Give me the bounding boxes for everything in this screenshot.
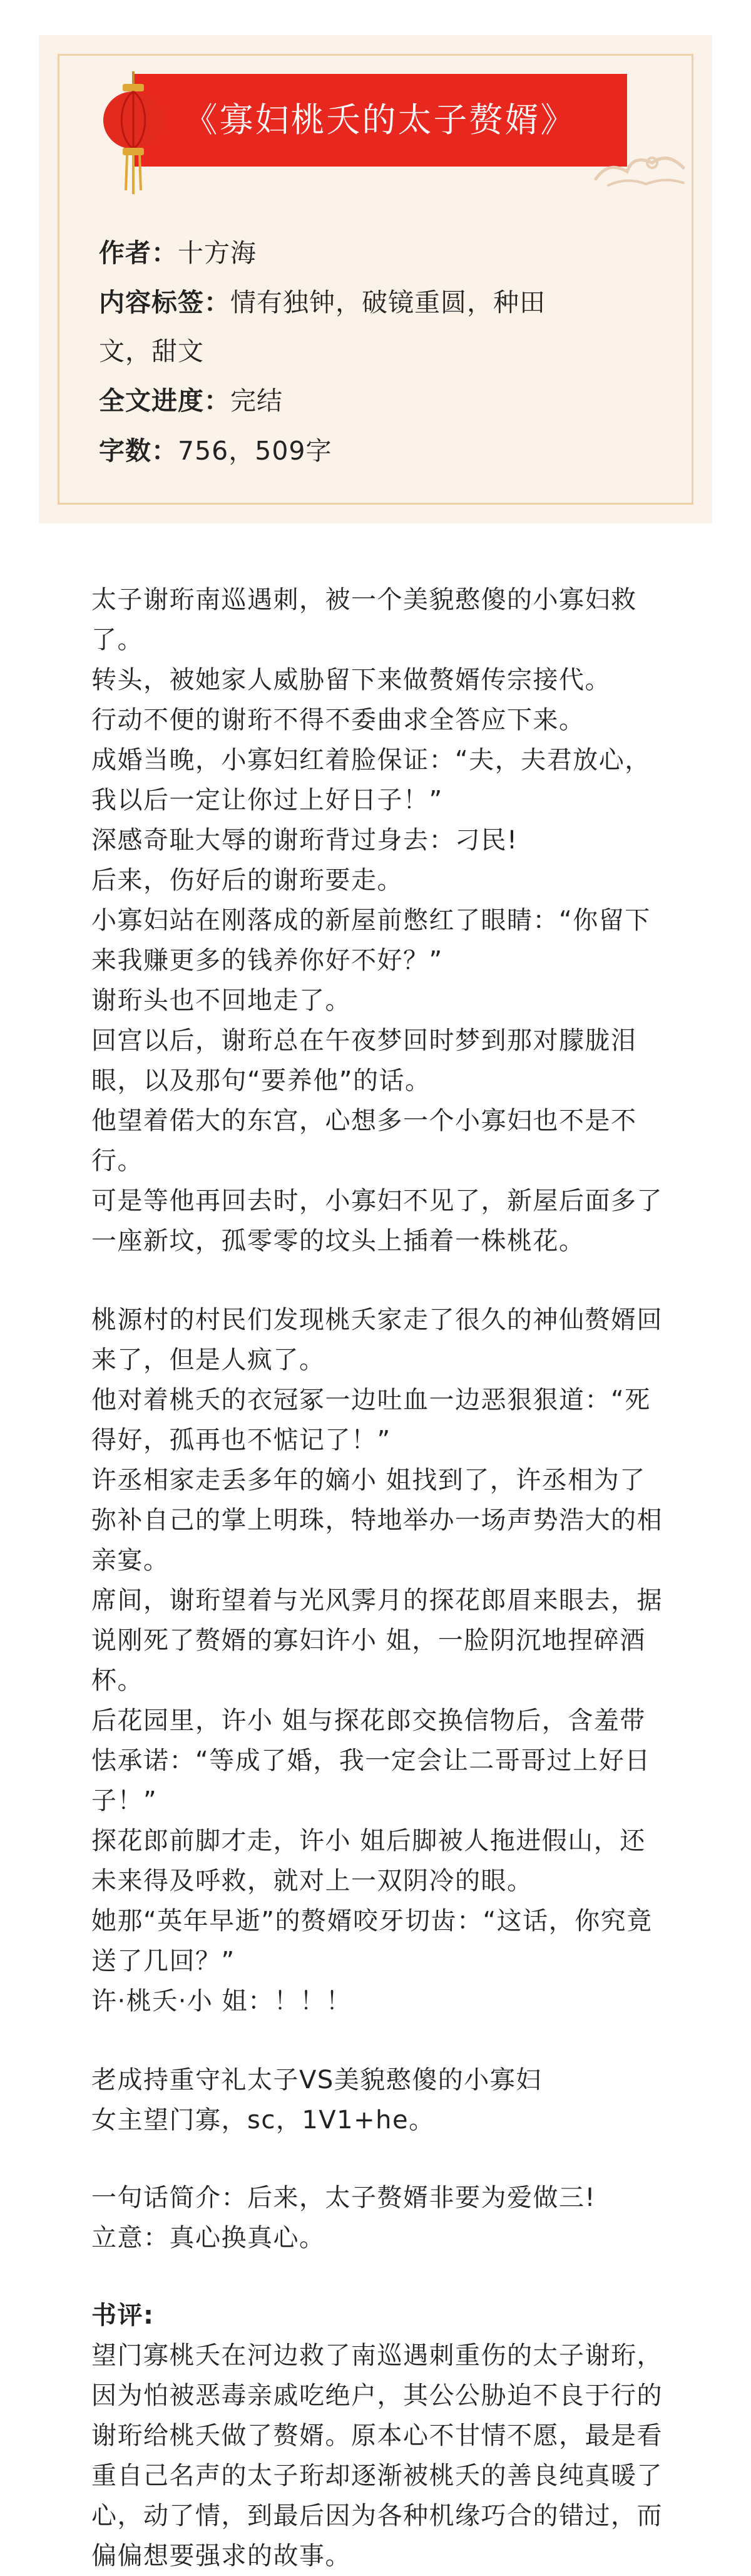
review-heading: 书评: [91,2301,155,2330]
tags-value-line1: 情有独钟，破镜重圆，种田 [230,287,546,317]
paragraph: 老成持重守礼太子VS美貌憨傻的小寡妇 [91,2066,542,2094]
spacer [91,2258,667,2295]
review-text: 望门寡桃夭在河边救了南巡遇刺重伤的太子谢珩，因为怕被恶毒亲戚吃绝户，其公公胁迫不良于行的谢珩给桃夭做了赘婿。原本心不甘情不愿，最是看重自己名声的太子珩却逐渐被桃夭的善良纯真暖了心，动了情，到最后因为各种机缘巧合的错过，而偏偏想要强求的故事。 [91,2341,663,2570]
paragraph: 席间，谢珩望着与光风霁月的探花郎眉来眼去，据说刚死了赘婿的寡妇许小 姐，一脸阴沉地捏碎酒杯。 [91,1586,663,1695]
paragraph: 后花园里，许小 姐与探花郎交换信物后，含羞带怯承诺：“等成了婚，我一定会让二哥哥过上好日子！” [91,1706,651,1815]
word-count-value: 756，509字 [178,436,332,466]
paragraph: 探花郎前脚才走，许小 姐后脚被人拖进假山，还未来得及呼救，就对上一双阴冷的眼。 [91,1826,646,1895]
cloud-ornament-icon [590,135,690,192]
paragraph: 成婚当晚，小寡妇红着脸保证：“夫，夫君放心，我以后一定让你过上好日子！” [91,746,651,815]
paragraph: 立意：真心换真心。 [91,2223,325,2252]
paragraph: 他望着偌大的东宫，心想多一个小寡妇也不是不行。 [91,1106,637,1175]
card-content [39,35,712,523]
paragraph: 后来，伤好后的谢珩要走。 [91,866,403,895]
word-count-label: 字数： [99,436,178,466]
paragraph: 回宫以后，谢珩总在午夜梦回时梦到那对朦胧泪眼，以及那句“要养他”的话。 [91,1026,637,1095]
synopsis [91,580,667,2576]
book-title: 《寡妇桃夭的太子赘婿》 [183,100,576,140]
author-value: 十方海 [178,238,257,268]
paragraph: 深感奇耻大辱的谢珩背过身去：刁民! [91,826,518,855]
progress-row [99,376,700,426]
book-meta [99,228,700,476]
paragraph: 许·桃夭·小 姐：！！！ [91,1987,352,2016]
paragraph: 他对着桃夭的衣冠冢一边吐血一边恶狠狠道：“死得好，孤再也不惦记了！” [91,1386,651,1455]
author-label: 作者： [99,238,178,268]
paragraph: 女主望门寡，sc，1V1+he。 [91,2106,435,2135]
word-count-row [99,426,700,476]
spacer [91,2140,667,2178]
paragraph: 她那“英年早逝”的赘婿咬牙切齿：“这话，你究竟送了几回？” [91,1907,653,1976]
paragraph: 可是等他再回去时，小寡妇不见了，新屋后面多了一座新坟，孤零零的坟头上插着一株桃花。 [91,1187,663,1255]
tags-label: 内容标签： [99,287,230,317]
progress-value: 完结 [230,386,283,416]
paragraph: 桃源村的村民们发现桃夭家走了很久的神仙赘婿回来了，但是人疯了。 [91,1306,663,1374]
paragraph: 许丞相家走丢多年的嫡小 姐找到了，许丞相为了弥补自己的掌上明珠，特地举办一场声势浩大的相亲宴。 [91,1466,663,1575]
tags-value-line2: 文，甜文 [99,336,204,366]
spacer [91,2021,667,2060]
paragraph: 行动不便的谢珩不得不委曲求全答应下来。 [91,706,585,734]
progress-label: 全文进度： [99,386,230,416]
book-title-banner [133,74,627,167]
paragraph: 谢珩头也不回地走了。 [91,986,351,1015]
author-row [99,228,700,278]
spacer [91,1261,667,1300]
paragraph: 转头，被她家人威胁留下来做赘婿传宗接代。 [91,666,611,694]
tags-row [99,278,700,376]
paragraph: 太子谢珩南巡遇刺，被一个美貌憨傻的小寡妇救了。 [91,585,637,654]
paragraph: 一句话简介：后来，太子赘婿非要为爱做三! [91,2183,596,2212]
paragraph: 小寡妇站在刚落成的新屋前憋红了眼睛：“你留下来我赚更多的钱养你好不好？” [91,906,651,975]
lantern-icon [99,71,168,197]
